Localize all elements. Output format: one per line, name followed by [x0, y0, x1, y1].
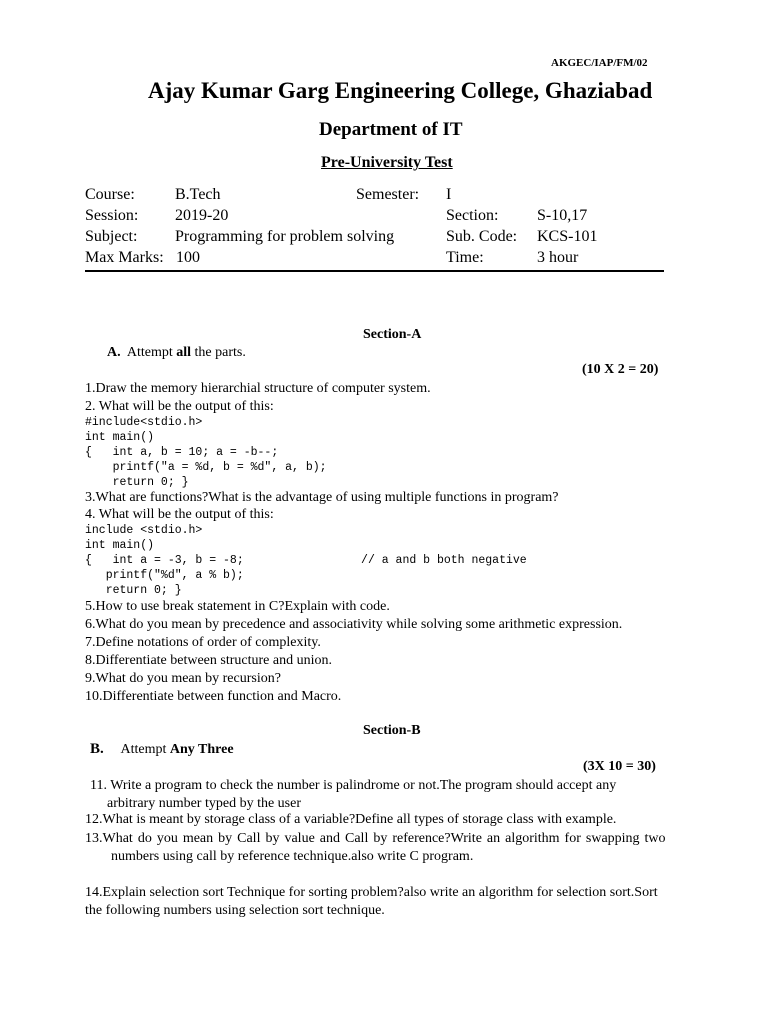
question-14-cont: the following numbers using selection sort technique.	[85, 903, 385, 918]
semester-label: Semester:	[356, 186, 420, 203]
course-value: B.Tech	[175, 186, 221, 203]
section-b-marks: (3X 10 = 30)	[583, 759, 656, 774]
question-9: 9.What do you mean by recursion?	[85, 671, 281, 686]
instr-bold: all	[176, 345, 192, 360]
instr-post: the parts.	[191, 345, 246, 360]
question-2: 2. What will be the output of this:	[85, 399, 274, 414]
code-line: { int a = -3, b = -8; // a and b both negative	[85, 554, 527, 567]
section-a-instruction	[107, 344, 246, 362]
department-title: Department of IT	[319, 119, 463, 140]
section-label: Section:	[446, 207, 499, 224]
section-a-letter: A.	[107, 345, 121, 360]
question-1: 1.Draw the memory hierarchial structure of computer system.	[85, 381, 431, 396]
section-b-instruction	[90, 740, 234, 759]
header-divider	[85, 270, 664, 272]
section-b-letter: B.	[90, 741, 104, 757]
section-b-title: Section-B	[363, 723, 421, 738]
course-label: Course:	[85, 186, 135, 203]
code-line: int main()	[85, 539, 155, 552]
question-8: 8.Differentiate between structure and union.	[85, 653, 332, 668]
code-block-1	[85, 415, 327, 490]
session-value: 2019-20	[175, 207, 229, 224]
question-13-cont: numbers using call by reference technique.also write C program.	[111, 849, 474, 864]
college-name: Ajay Kumar Garg Engineering College, Ghaziabad	[148, 78, 653, 103]
section-a-marks: (10 X 2 = 20)	[582, 362, 659, 377]
subject-label: Subject:	[85, 228, 138, 245]
code-line: int main()	[85, 431, 155, 444]
code-line: { int a, b = 10; a = -b--;	[85, 446, 279, 459]
code-line: include <stdio.h>	[85, 524, 203, 537]
code-block-2	[85, 523, 527, 598]
form-code: AKGEC/IAP/FM/02	[551, 57, 648, 69]
question-4: 4. What will be the output of this:	[85, 507, 274, 522]
question-13: 13.What do you mean by Call by value and Call by reference?Write an algorithm for swapping two	[85, 831, 666, 846]
question-11-cont: arbitrary number typed by the user	[107, 796, 301, 811]
code-line: printf("%d", a % b);	[85, 569, 244, 582]
maxmarks-value: 100	[176, 249, 200, 266]
maxmarks-label: Max Marks:	[85, 249, 164, 266]
question-14: 14.Explain selection sort Technique for sorting problem?also write an algorithm for selection sort.Sort	[85, 885, 658, 900]
time-label: Time:	[446, 249, 484, 266]
semester-value: I	[446, 186, 452, 203]
instr-pre: Attempt	[120, 742, 170, 757]
instr-pre: Attempt	[126, 345, 177, 360]
subject-value: Programming for problem solving	[175, 228, 395, 245]
question-7: 7.Define notations of order of complexity.	[85, 635, 321, 650]
question-10: 10.Differentiate between function and Macro.	[85, 689, 342, 704]
section-value: S-10,17	[537, 207, 588, 224]
code-line: #include<stdio.h>	[85, 416, 203, 429]
time-value: 3 hour	[537, 249, 579, 266]
session-label: Session:	[85, 207, 139, 224]
question-12: 12.What is meant by storage class of a variable?Define all types of storage class with example.	[85, 812, 617, 827]
instr-bold: Any Three	[169, 742, 234, 757]
test-title: Pre-University Test	[321, 154, 453, 171]
question-5: 5.How to use break statement in C?Explain with code.	[85, 599, 390, 614]
code-line: printf("a = %d, b = %d", a, b);	[85, 461, 327, 474]
subcode-label: Sub. Code:	[446, 228, 518, 245]
code-line: return 0; }	[85, 476, 189, 489]
question-3: 3.What are functions?What is the advantage of using multiple functions in program?	[85, 490, 559, 505]
subcode-value: KCS-101	[537, 228, 598, 245]
question-6: 6.What do you mean by precedence and associativity while solving some arithmetic expression.	[85, 617, 623, 632]
code-line: return 0; }	[85, 584, 182, 597]
question-11: 11. Write a program to check the number is palindrome or not.The program should accept any	[90, 778, 617, 793]
section-a-title: Section-A	[363, 327, 422, 342]
